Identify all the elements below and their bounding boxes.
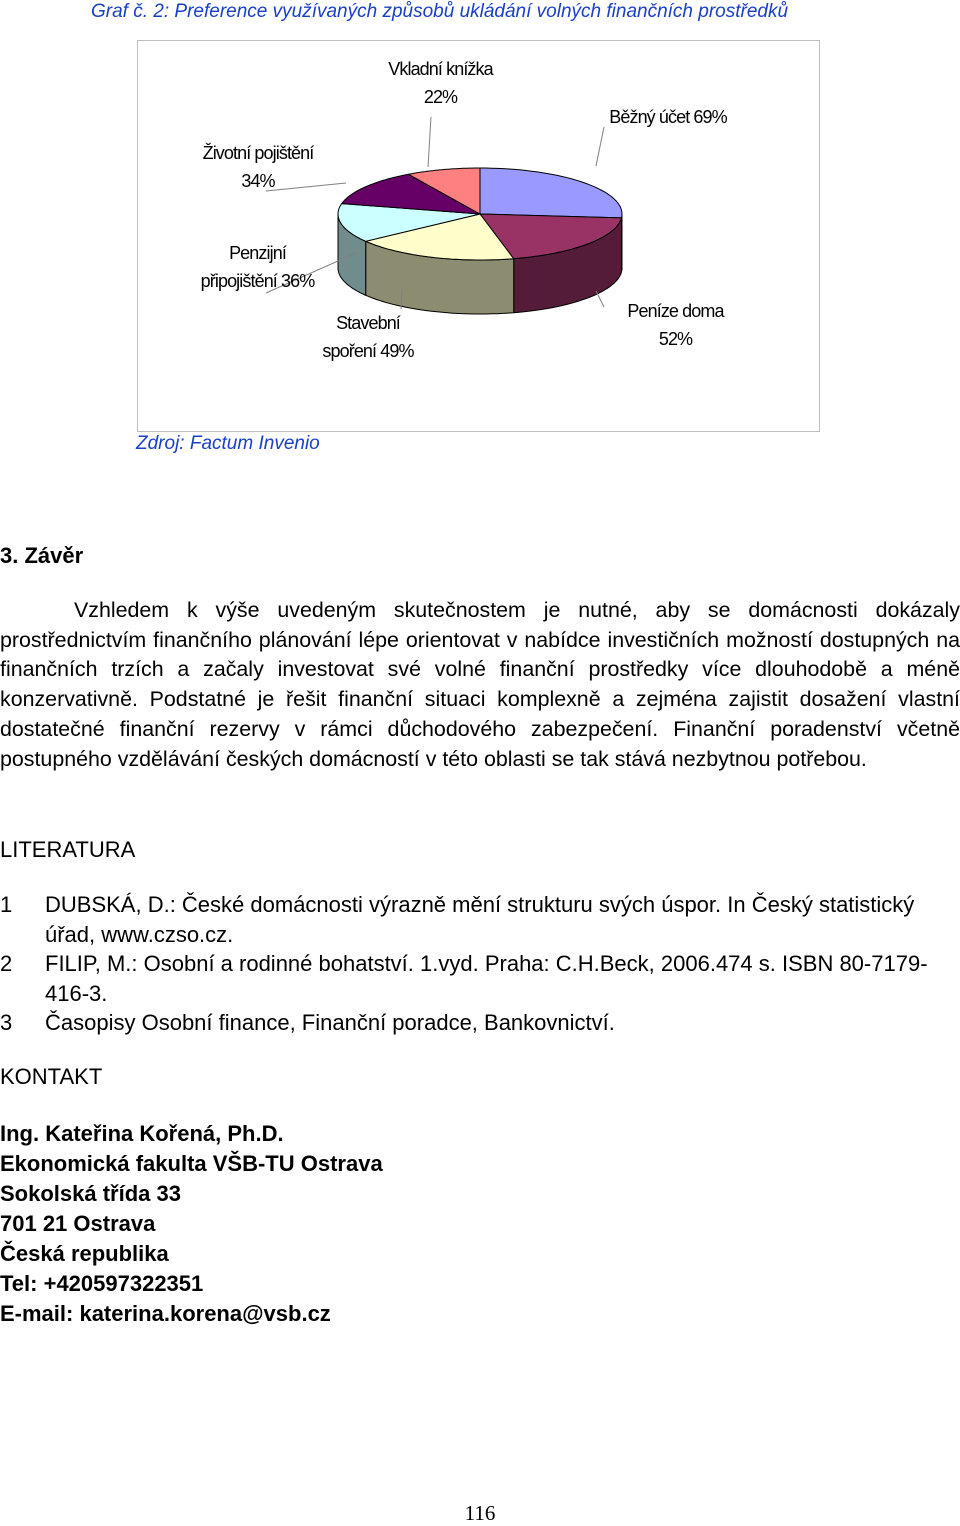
label-line: Peníze doma bbox=[627, 301, 724, 321]
literature-list bbox=[0, 890, 960, 1038]
label-bezny-ucet bbox=[593, 103, 743, 131]
label-line: 52% bbox=[658, 329, 693, 349]
conclusion-paragraph bbox=[0, 596, 960, 774]
leader-line bbox=[596, 127, 604, 166]
contact-heading: KONTAKT bbox=[0, 1064, 103, 1089]
label-line: Stavební bbox=[336, 313, 400, 333]
reference-number: 2 bbox=[0, 951, 13, 976]
figure-caption: Graf č. 2: Preference využívaných způsobů ukládání volných finančních prostředků bbox=[91, 1, 789, 22]
reference-text: FILIP, M.: Osobní a rodinné bohatství. 1.vyd. Praha: C.H.Beck, 2006.474 s. ISBN 80-7179-416-3. bbox=[45, 951, 928, 1006]
leader-line bbox=[596, 291, 604, 307]
contact-faculty: Ekonomická fakulta VŠB-TU Ostrava bbox=[0, 1151, 383, 1176]
contact-country: Česká republika bbox=[0, 1241, 169, 1266]
reference-number: 3 bbox=[0, 1010, 13, 1035]
slice-bezny-ucet bbox=[480, 168, 622, 218]
label-line: Penzijní bbox=[229, 243, 286, 263]
label-line: připojištění 36% bbox=[200, 271, 315, 291]
reference-item bbox=[0, 949, 960, 1008]
label-zivotni-pojisteni bbox=[183, 139, 333, 195]
conclusion-text: Vzhledem k výše uvedeným skutečnostem je nutné, aby se domácnosti dokázaly prostřednictvím finančního plánování lépe orientovat v nabídce investičních možností dostupných na finančních trzích a začaly investovat své volné finanční prostředky více dlouhodobě a méně konzervativně. Podstatné je řešit finanční situaci komplexně a zejména zajistit dosažení vlastní dostatečné finanční rezervy v rámci důchodového zabezpečení. Finanční poradenství včetně postupného vzdělávání českých domácností v této oblasti se tak stává nezbytnou potřebou. bbox=[0, 598, 960, 771]
label-line: 22% bbox=[423, 87, 458, 107]
reference-text: Časopisy Osobní finance, Finanční poradce, Bankovnictví. bbox=[45, 1010, 615, 1035]
label-line: spoření 49% bbox=[322, 341, 414, 361]
label-vkladni-knizka bbox=[358, 55, 523, 111]
label-stavebni-sporeni bbox=[303, 309, 433, 365]
contact-street: Sokolská třída 33 bbox=[0, 1181, 181, 1206]
conclusion-heading: 3. Závěr bbox=[0, 543, 84, 568]
contact-city: 701 21 Ostrava bbox=[0, 1211, 156, 1236]
pie-chart-frame bbox=[137, 40, 820, 432]
contact-email: E-mail: katerina.korena@vsb.cz bbox=[0, 1301, 331, 1326]
reference-item bbox=[0, 890, 960, 949]
contact-phone: Tel: +420597322351 bbox=[0, 1271, 204, 1296]
reference-item bbox=[0, 1008, 960, 1038]
contact-name: Ing. Kateřina Kořená, Ph.D. bbox=[0, 1121, 284, 1146]
reference-text: DUBSKÁ, D.: České domácnosti výrazně mění strukturu svých úspor. In Český statistický úřad, www.czso.cz. bbox=[45, 892, 915, 947]
literature-heading: LITERATURA bbox=[0, 837, 136, 862]
figure-source: Zdroj: Factum Invenio bbox=[136, 433, 320, 454]
label-line: Běžný účet 69% bbox=[609, 107, 727, 127]
contact-block bbox=[0, 1119, 383, 1329]
label-line: Životní pojištění bbox=[202, 143, 314, 163]
leader-line bbox=[428, 117, 431, 167]
label-line: 34% bbox=[241, 171, 275, 191]
label-penzijni-pripojisteni bbox=[180, 239, 335, 295]
label-line: Vkladní knížka bbox=[388, 59, 493, 79]
reference-number: 1 bbox=[0, 892, 13, 917]
page-number: 116 bbox=[464, 1501, 496, 1525]
label-penize-doma bbox=[608, 297, 743, 353]
